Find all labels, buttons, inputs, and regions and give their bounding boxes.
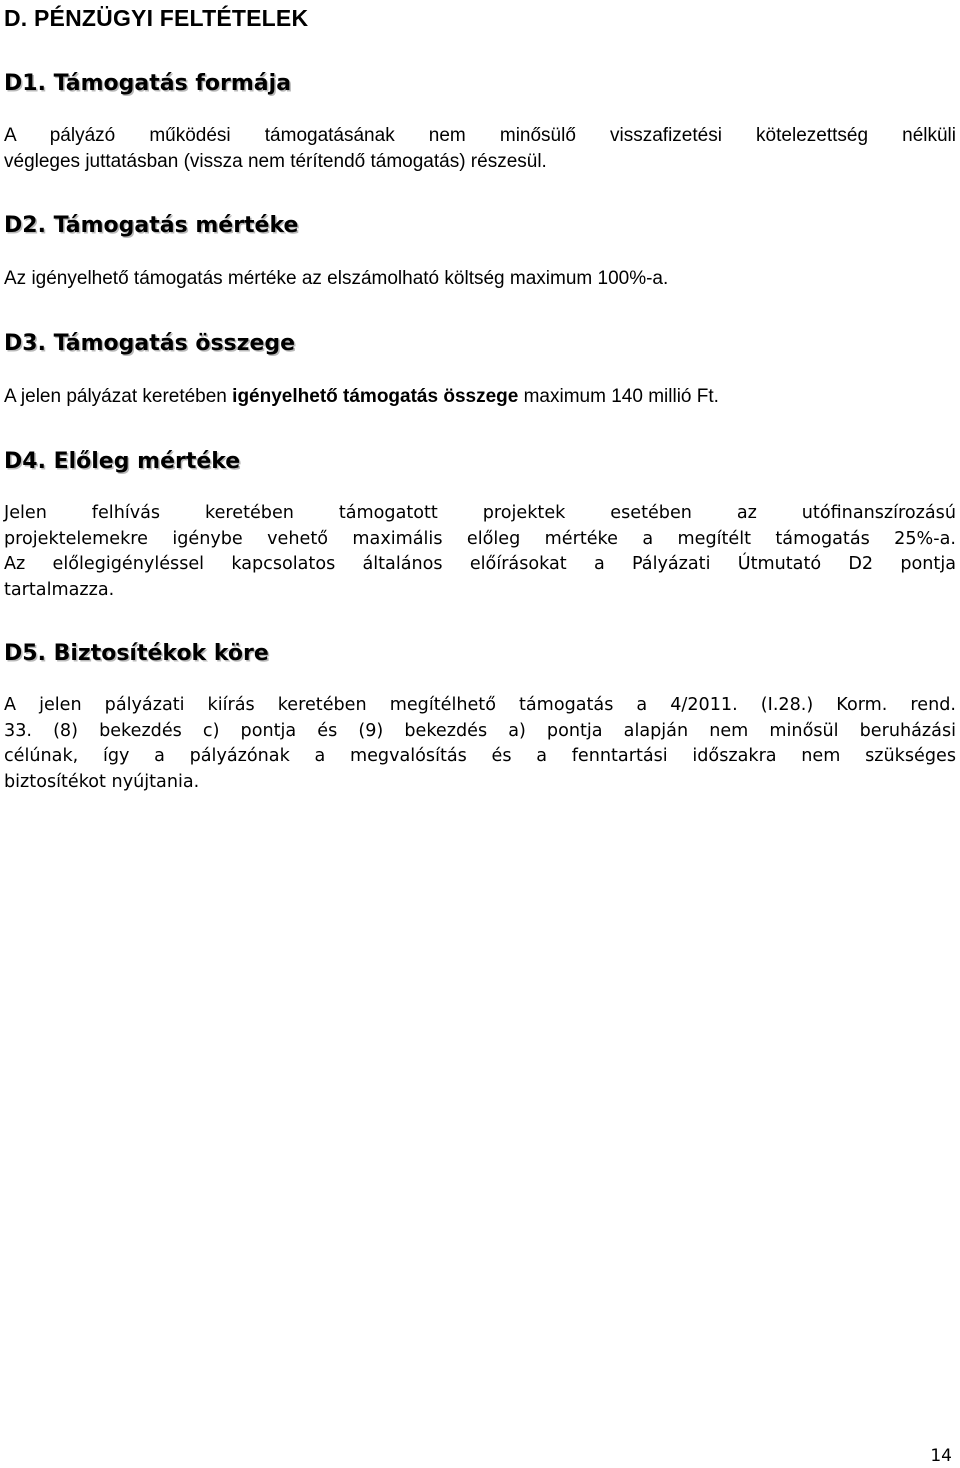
body-line: 33. (8) bekezdés c) pontja és (9) bekezdés a) pontja alapján nem minősül beruházási xyxy=(4,720,956,741)
section-heading-d3: D3. Támogatás összege xyxy=(4,331,296,356)
body-text-bold: igényelhető támogatás összege xyxy=(232,386,519,407)
section-body-d4 xyxy=(4,501,956,603)
section-body-d2 xyxy=(4,266,956,292)
body-line: Jelen felhívás keretében támogatott projektek esetében az utófinanszírozású xyxy=(4,503,956,523)
body-text: A jelen pályázat keretében xyxy=(4,386,233,407)
section-body-d5 xyxy=(4,693,956,795)
section-heading-d1: D1. Támogatás formája xyxy=(4,71,292,96)
body-line: célúnak, így a pályázónak a megvalósítás és a fenntartási időszakra nem szükséges xyxy=(4,746,956,766)
body-line: Az igényelhető támogatás mértéke az elszámolható költség maximum 100%-a. xyxy=(4,268,669,289)
section-body-d1 xyxy=(4,123,956,174)
section-body-d3 xyxy=(4,384,956,410)
body-line xyxy=(4,384,956,410)
body-line: tartalmazza. xyxy=(4,579,115,600)
body-line: A jelen pályázati kiírás keretében megítélhető támogatás a 4/2011. (I.28.) Korm. rend. xyxy=(4,695,956,715)
body-line: A pályázó működési támogatásának nem minősülő visszafizetési kötelezettség nélküli xyxy=(4,125,956,146)
section-heading-d2: D2. Támogatás mértéke xyxy=(4,213,299,238)
body-line: végleges juttatásban (vissza nem térítendő támogatás) részesül. xyxy=(4,150,547,172)
section-heading-d4: D4. Előleg mértéke xyxy=(4,449,241,474)
section-heading-d5: D5. Biztosítékok köre xyxy=(4,641,269,666)
body-line: Az előlegigényléssel kapcsolatos általános előírásokat a Pályázati Útmutató D2 pontja xyxy=(4,554,956,574)
page-number: 14 xyxy=(930,1446,952,1466)
body-line: projektelemekre igénybe vehető maximális előleg mértéke a megítélt támogatás 25%-a. xyxy=(4,528,956,549)
body-line: biztosítékot nyújtania. xyxy=(4,771,200,792)
body-text: maximum 140 millió Ft. xyxy=(518,386,719,407)
page-title: D. PÉNZÜGYI FELTÉTELEK xyxy=(4,5,309,31)
